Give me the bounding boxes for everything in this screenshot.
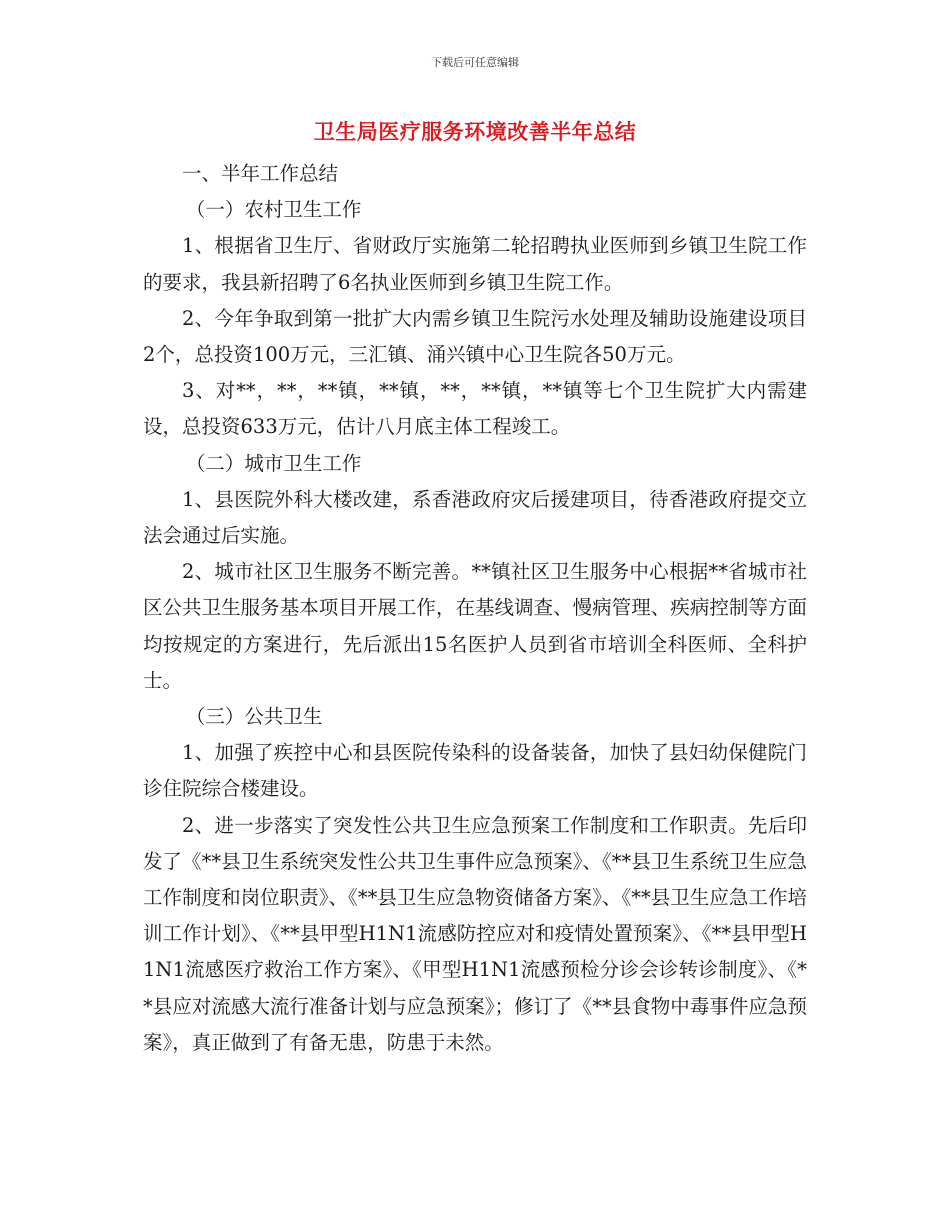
header-note: 下载后可任意编辑 (431, 56, 519, 69)
body-paragraph: 1、根据省卫生厅、省财政厅实施第二轮招聘执业医师到乡镇卫生院工作的要求，我县新招聘了6名执业医师到乡镇卫生院工作。 (143, 234, 807, 294)
subsection-heading: （三）公共卫生 (185, 705, 323, 729)
body-paragraph: 2、进一步落实了突发性公共卫生应急预案工作制度和工作职责。先后印发了《**县卫生系统突发性公共卫生事件应急预案》、《**县卫生系统卫生应急工作制度和岗位职责》、《**县卫生应急物资储备方案》、《**县卫生应急工作培训工作计划》、《**县甲型H1N1流感防控应对和疫情处置预案》、《**县甲型H1N1流感医疗救治工作方案》、《甲型H1N1流感预检分诊会诊转诊制度》、《**县应对流感大流行准备计划与应急预案》；修订了《**县食物中毒事件应急预案》，真正做到了有备无患，防患于未然。 (143, 813, 807, 1054)
body-paragraph: 1、县医院外科大楼改建，系香港政府灾后援建项目，待香港政府提交立法会通过后实施。 (143, 487, 807, 548)
body-paragraph: 1、加强了疾控中心和县医院传染科的设备装备，加快了县妇幼保健院门诊住院综合楼建设。 (143, 741, 807, 801)
subsection-heading: （二）城市卫生工作 (185, 451, 362, 475)
document-body (143, 156, 807, 1061)
body-paragraph: 2、今年争取到第一批扩大内需乡镇卫生院污水处理及辅助设施建设项目2个，总投资100万元，三汇镇、涌兴镇中心卫生院各50万元。 (143, 306, 807, 367)
body-paragraph: 2、城市社区卫生服务不断完善。**镇社区卫生服务中心根据**省城市社区公共卫生服务基本项目开展工作，在基线调查、慢病管理、疾病控制等方面均按规定的方案进行，先后派出15名医护人员到省市培训全科医师、全科护士。 (143, 560, 807, 692)
document-title: 卫生局医疗服务环境改善半年总结 (313, 120, 637, 144)
body-paragraph: 3、对**，**，**镇，**镇，**，**镇，**镇等七个卫生院扩大内需建设，总投资633万元，估计八月底主体工程竣工。 (143, 379, 807, 439)
section-heading: 一、半年工作总结 (182, 162, 339, 185)
subsection-heading: （一）农村卫生工作 (185, 198, 362, 222)
